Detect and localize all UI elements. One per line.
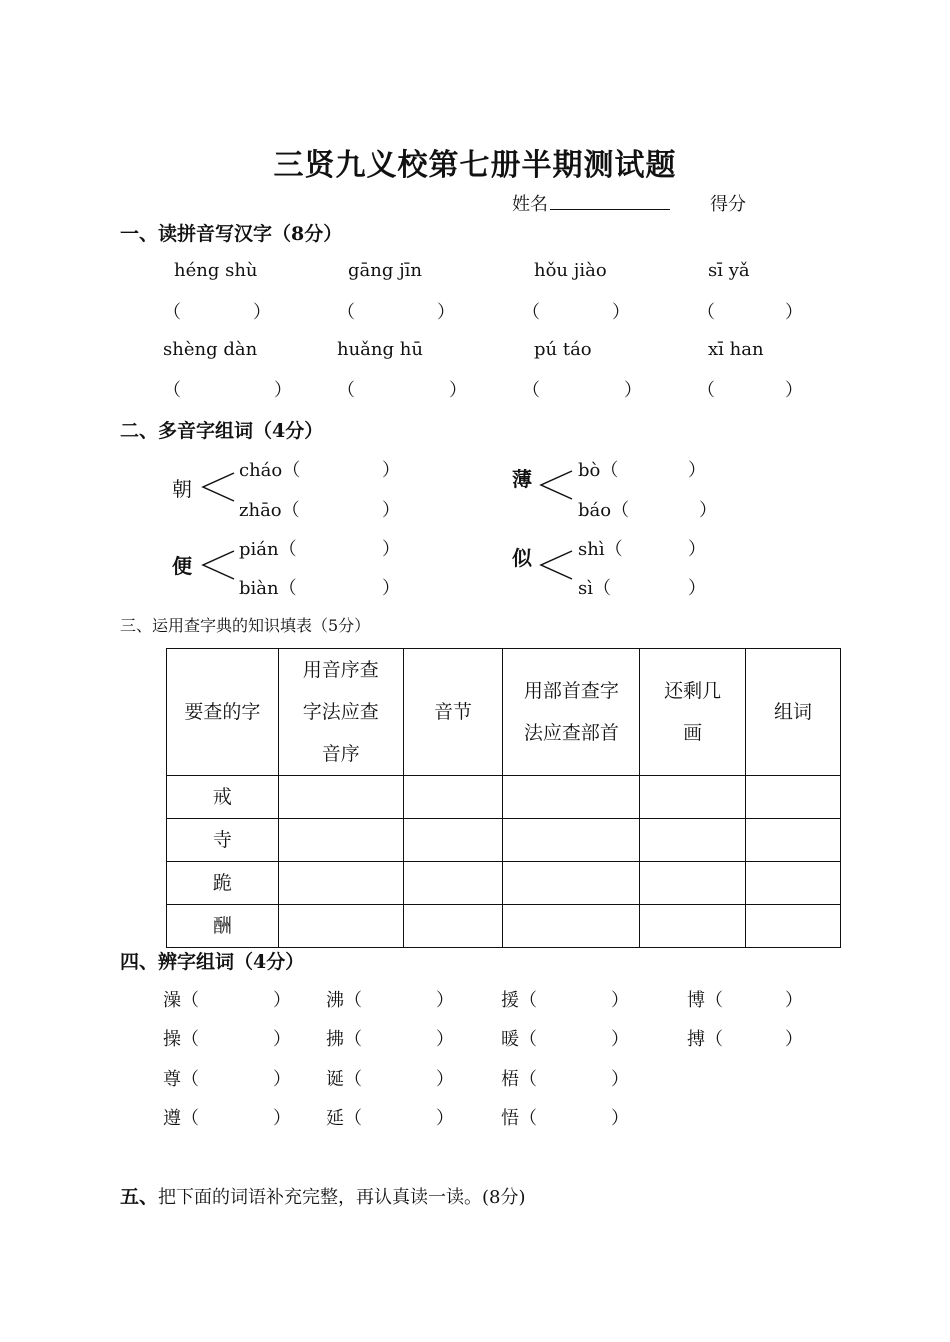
answer-cell[interactable] (403, 819, 503, 862)
answer-close: ） (436, 990, 454, 1011)
section-4-heading: 四、辨字组词（4分） (120, 951, 305, 973)
table-row (167, 819, 841, 862)
section-5-heading (120, 1182, 526, 1209)
name-field[interactable] (512, 190, 670, 216)
pinyin-item: shèng dàn (163, 339, 258, 360)
answer-open: （ (522, 380, 540, 401)
polyphone-char: 朝 (172, 477, 192, 501)
lookup-char-cell: 酬 (167, 905, 279, 948)
answer-close: ） (785, 990, 803, 1011)
header-cell: 还剩几 画 (640, 649, 746, 776)
less-than-bracket (538, 468, 574, 502)
answer-open: （ (337, 302, 355, 323)
answer-close: ） (785, 1029, 803, 1050)
pinyin-item: huǎng hū (337, 339, 423, 360)
polyphone-reading: cháo（ (239, 460, 301, 481)
answer-open: （ (163, 380, 181, 401)
answer-close: ） (436, 1069, 454, 1090)
answer-close: ） (611, 1029, 629, 1050)
answer-open: （ (697, 302, 715, 323)
answer-close: ） (611, 990, 629, 1011)
pinyin-item: gāng jīn (348, 260, 423, 281)
answer-cell[interactable] (278, 905, 403, 948)
answer-cell[interactable] (278, 819, 403, 862)
answer-close: ） (273, 1108, 291, 1129)
answer-close: ） (785, 380, 803, 401)
pinyin-item: hǒu jiào (534, 260, 607, 281)
section-5-number: 五、 (120, 1186, 159, 1208)
answer-open: （ (522, 302, 540, 323)
word-item: 梧（ (501, 1069, 537, 1090)
answer-close: ） (382, 500, 400, 521)
answer-close: ） (253, 302, 271, 323)
polyphone-char: 薄 (512, 467, 532, 491)
answer-cell[interactable] (746, 905, 841, 948)
header-cell: 用音序查 字法应查 音序 (278, 649, 403, 776)
header-cell: 用部首查字 法应查部首 (503, 649, 640, 776)
table-row (167, 905, 841, 948)
word-item: 延（ (326, 1108, 362, 1129)
answer-close: ） (688, 578, 706, 599)
answer-cell[interactable] (640, 905, 746, 948)
answer-close: ） (688, 539, 706, 560)
answer-cell[interactable] (746, 776, 841, 819)
polyphone-reading: pián（ (239, 539, 297, 560)
section-2-heading: 二、多音字组词（4分） (120, 420, 324, 442)
answer-cell[interactable] (746, 862, 841, 905)
table-header-row (167, 649, 841, 776)
answer-cell[interactable] (503, 819, 640, 862)
name-underline[interactable] (550, 193, 670, 210)
word-item: 搏（ (687, 1029, 723, 1050)
answer-close: ） (612, 302, 630, 323)
less-than-bracket (538, 548, 574, 582)
polyphone-reading: biàn（ (239, 578, 297, 599)
answer-close: ） (449, 380, 467, 401)
section-5-text: 把下面的词语补充完整，再认真读一读。(8分) (158, 1187, 526, 1208)
answer-close: ） (437, 302, 455, 323)
answer-cell[interactable] (278, 776, 403, 819)
polyphone-char: 似 (512, 546, 532, 570)
answer-close: ） (611, 1108, 629, 1129)
pinyin-item: sī yǎ (708, 260, 750, 281)
word-item: 操（ (163, 1029, 199, 1050)
answer-cell[interactable] (640, 862, 746, 905)
answer-close: ） (382, 460, 400, 481)
answer-cell[interactable] (403, 776, 503, 819)
answer-cell[interactable] (503, 862, 640, 905)
answer-open: （ (163, 302, 181, 323)
answer-close: ） (273, 1029, 291, 1050)
word-item: 博（ (687, 990, 723, 1011)
polyphone-reading: sì（ (578, 578, 611, 599)
answer-cell[interactable] (503, 776, 640, 819)
header-cell: 要查的字 (167, 649, 279, 776)
answer-close: ） (273, 990, 291, 1011)
answer-close: ） (436, 1108, 454, 1129)
answer-close: ） (611, 1069, 629, 1090)
answer-close: ） (699, 500, 717, 521)
answer-close: ） (688, 460, 706, 481)
word-item: 悟（ (501, 1108, 537, 1129)
answer-cell[interactable] (640, 776, 746, 819)
answer-close: ） (785, 302, 803, 323)
header-cell: 音节 (403, 649, 503, 776)
section-3-heading: 三、运用查字典的知识填表（5分） (120, 616, 371, 635)
answer-close: ） (436, 1029, 454, 1050)
answer-close: ） (274, 380, 292, 401)
answer-cell[interactable] (278, 862, 403, 905)
answer-cell[interactable] (403, 862, 503, 905)
polyphone-reading: báo（ (578, 500, 630, 521)
answer-close: ） (273, 1069, 291, 1090)
answer-open: （ (337, 380, 355, 401)
table-row (167, 776, 841, 819)
lookup-char-cell: 跪 (167, 862, 279, 905)
answer-cell[interactable] (403, 905, 503, 948)
polyphone-reading: bò（ (578, 460, 619, 481)
less-than-bracket (200, 548, 236, 582)
word-item: 援（ (501, 990, 537, 1011)
pinyin-item: pú táo (534, 339, 592, 360)
answer-cell[interactable] (640, 819, 746, 862)
name-label: 姓名 (512, 194, 548, 215)
answer-close: ） (382, 578, 400, 599)
less-than-bracket (200, 470, 236, 504)
word-item: 遵（ (163, 1108, 199, 1129)
table-row (167, 862, 841, 905)
pinyin-item: xī han (708, 339, 764, 360)
lookup-char-cell: 寺 (167, 819, 279, 862)
word-item: 暖（ (501, 1029, 537, 1050)
answer-close: ） (382, 539, 400, 560)
polyphone-reading: shì（ (578, 539, 623, 560)
polyphone-char: 便 (172, 554, 192, 578)
word-item: 尊（ (163, 1069, 199, 1090)
page-title: 三贤九义校第七册半期测试题 (273, 148, 677, 183)
word-item: 拂（ (326, 1029, 362, 1050)
answer-close: ） (624, 380, 642, 401)
answer-cell[interactable] (746, 819, 841, 862)
answer-cell[interactable] (503, 905, 640, 948)
lookup-char-cell: 戒 (167, 776, 279, 819)
word-item: 沸（ (326, 990, 362, 1011)
pinyin-item: héng shù (174, 260, 258, 281)
word-item: 澡（ (163, 990, 199, 1011)
answer-open: （ (697, 380, 715, 401)
dictionary-table (166, 648, 841, 948)
polyphone-reading: zhāo（ (239, 500, 300, 521)
word-item: 诞（ (326, 1069, 362, 1090)
section-1-heading: 一、读拼音写汉字（8分） (120, 223, 343, 245)
score-label: 得分 (710, 194, 746, 215)
header-cell: 组词 (746, 649, 841, 776)
